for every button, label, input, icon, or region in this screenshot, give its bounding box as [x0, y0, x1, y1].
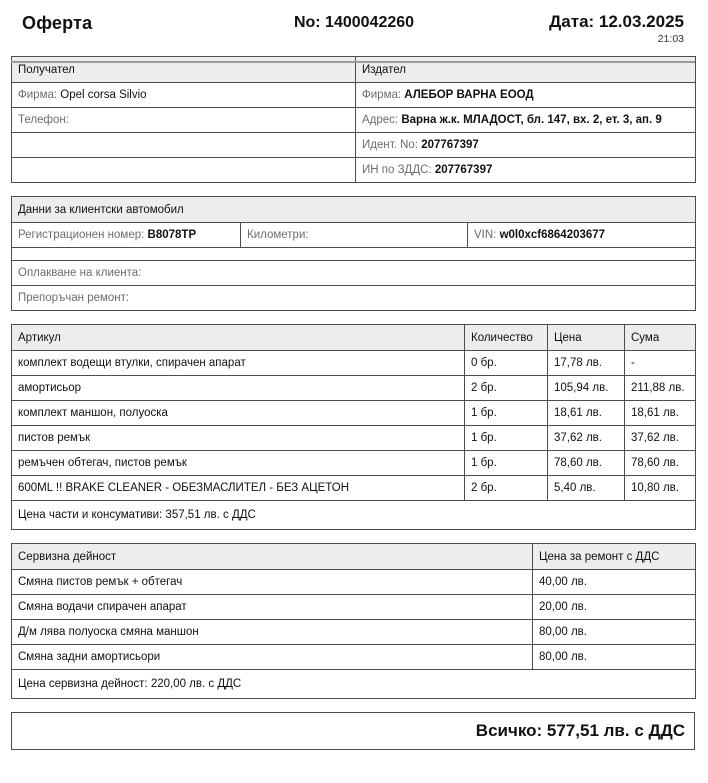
issuer-vat-label: ИН по ЗДДС: — [362, 164, 435, 176]
table-row — [12, 645, 696, 670]
table-row — [12, 133, 696, 158]
parts-col-sum: Сума — [625, 325, 696, 351]
recipient-empty-cell-1 — [12, 133, 356, 158]
parts-col-price: Цена — [548, 325, 625, 351]
parts-cell-item: 600ML !! BRAKE CLEANER - ОБЕЗМАСЛИТЕЛ - БЕЗ АЦЕТОН — [12, 476, 465, 501]
table-row — [12, 401, 696, 426]
document-date-block — [549, 12, 684, 46]
issuer-ident-label: Идент. No: — [362, 139, 422, 151]
issuer-ident-value: 207767397 — [421, 139, 479, 151]
vehicle-section-header: Данни за клиентски автомобил — [12, 197, 696, 223]
table-row — [12, 476, 696, 501]
vehicle-vin-label: VIN: — [474, 229, 500, 241]
table-row — [12, 451, 696, 476]
document-header — [11, 0, 697, 48]
service-col-activity: Сервизна дейност — [12, 544, 533, 570]
service-cell-price: 80,00 лв. — [533, 645, 696, 670]
table-row — [12, 108, 696, 133]
parts-col-qty: Количество — [465, 325, 548, 351]
parts-cell-item: комплект водещи втулки, спирачен апарат — [12, 351, 465, 376]
table-row — [12, 158, 696, 183]
parts-cell-item: комплект маншон, полуоска — [12, 401, 465, 426]
parts-cell-price: 78,60 лв. — [548, 451, 625, 476]
parts-col-item: Артикул — [12, 325, 465, 351]
issuer-firm-value: АЛЕБОР ВАРНА ЕООД — [404, 89, 534, 101]
parts-cell-sum: - — [625, 351, 696, 376]
parts-cell-price: 105,94 лв. — [548, 376, 625, 401]
issuer-header: Издател — [356, 57, 696, 83]
parts-cell-price: 5,40 лв. — [548, 476, 625, 501]
document-time: 21:03 — [657, 33, 684, 45]
table-row — [12, 223, 696, 248]
parts-subtotal: Цена части и консумативи: 357,51 лв. с ДДС — [12, 501, 696, 530]
parts-cell-sum: 18,61 лв. — [625, 401, 696, 426]
recipient-empty-cell-2 — [12, 158, 356, 183]
table-row — [12, 376, 696, 401]
parts-cell-item: ремъчен обтегач, пистов ремък — [12, 451, 465, 476]
table-row — [12, 286, 696, 311]
parts-cell-qty: 2 бр. — [465, 476, 548, 501]
service-subtotal: Цена сервизна дейност: 220,00 лв. с ДДС — [12, 670, 696, 699]
recipient-phone-cell — [12, 108, 356, 133]
parts-cell-qty: 2 бр. — [465, 376, 548, 401]
table-row — [12, 595, 696, 620]
service-cell-price: 80,00 лв. — [533, 620, 696, 645]
parts-cell-qty: 0 бр. — [465, 351, 548, 376]
vehicle-vin-value: w0l0xcf6864203677 — [499, 229, 606, 241]
parts-subtotal-row — [12, 501, 696, 530]
vehicle-recommended-label: Препоръчан ремонт: — [18, 292, 130, 304]
table-row — [12, 83, 696, 108]
parts-cell-sum: 10,80 лв. — [625, 476, 696, 501]
service-cell-price: 40,00 лв. — [533, 570, 696, 595]
service-table — [11, 543, 696, 699]
parts-cell-sum: 37,62 лв. — [625, 426, 696, 451]
page-title: Оферта — [22, 13, 93, 33]
grand-total-box — [11, 712, 695, 750]
table-row — [12, 426, 696, 451]
issuer-vat-cell — [356, 158, 696, 183]
vehicle-vin-cell — [468, 223, 696, 248]
issuer-vat-value: 207767397 — [434, 164, 493, 176]
issuer-firm-label: Фирма: — [362, 89, 405, 101]
document-number: No: 1400042260 — [293, 14, 415, 31]
header-divider — [11, 61, 695, 63]
service-cell-price: 20,00 лв. — [533, 595, 696, 620]
parts-cell-sum: 78,60 лв. — [625, 451, 696, 476]
vehicle-km-label: Километри: — [247, 229, 309, 241]
issuer-address-label: Адрес: — [362, 114, 402, 126]
recipient-firm-value: Opel corsa Silvio — [60, 89, 147, 101]
parts-table — [11, 324, 696, 530]
service-subtotal-row — [12, 670, 696, 699]
parts-cell-price: 18,61 лв. — [548, 401, 625, 426]
parts-cell-price: 37,62 лв. — [548, 426, 625, 451]
recipient-phone-label: Телефон: — [18, 114, 69, 126]
service-cell-activity: Смяна пистов ремък + обтегач — [12, 570, 533, 595]
table-row — [12, 261, 696, 286]
vehicle-km-cell — [241, 223, 468, 248]
vehicle-recommended-cell — [12, 286, 696, 311]
vehicle-reg-value: B8078TP — [147, 229, 197, 241]
issuer-firm-cell — [356, 83, 696, 108]
parts-cell-item: амортисьор — [12, 376, 465, 401]
service-cell-activity: Смяна задни амортисьори — [12, 645, 533, 670]
parts-cell-qty: 1 бр. — [465, 426, 548, 451]
table-header-row — [12, 325, 696, 351]
vehicle-spacer-cell — [12, 248, 696, 261]
vehicle-table — [11, 196, 696, 311]
table-row — [12, 248, 696, 261]
vehicle-reg-cell — [12, 223, 241, 248]
table-row — [12, 620, 696, 645]
table-row — [12, 351, 696, 376]
parts-cell-qty: 1 бр. — [465, 451, 548, 476]
issuer-ident-cell — [356, 133, 696, 158]
document-date: Дата: 12.03.2025 — [549, 12, 684, 31]
service-cell-activity: Д/м лява полуоска смяна маншон — [12, 620, 533, 645]
table-row — [12, 197, 696, 223]
parts-cell-item: пистов ремък — [12, 426, 465, 451]
service-col-price: Цена за ремонт с ДДС — [533, 544, 696, 570]
vehicle-complaint-cell — [12, 261, 696, 286]
table-header-row — [12, 544, 696, 570]
vehicle-complaint-label: Оплакване на клиента: — [18, 267, 142, 279]
parts-cell-price: 17,78 лв. — [548, 351, 625, 376]
recipient-header: Получател — [12, 57, 356, 83]
grand-total: Всичко: 577,51 лв. с ДДС — [475, 721, 685, 740]
service-cell-activity: Смяна водачи спирачен апарат — [12, 595, 533, 620]
issuer-address-cell — [356, 108, 696, 133]
issuer-address-value: Варна ж.к. МЛАДОСТ, бл. 147, вх. 2, ет. 3, ап. 9 — [401, 114, 662, 126]
recipient-firm-label: Фирма: — [18, 89, 61, 101]
vehicle-reg-label: Регистрационен номер: — [18, 229, 148, 241]
recipient-firm-cell — [12, 83, 356, 108]
table-row — [12, 570, 696, 595]
parts-cell-qty: 1 бр. — [465, 401, 548, 426]
parties-table — [11, 56, 696, 183]
parts-cell-sum: 211,88 лв. — [625, 376, 696, 401]
